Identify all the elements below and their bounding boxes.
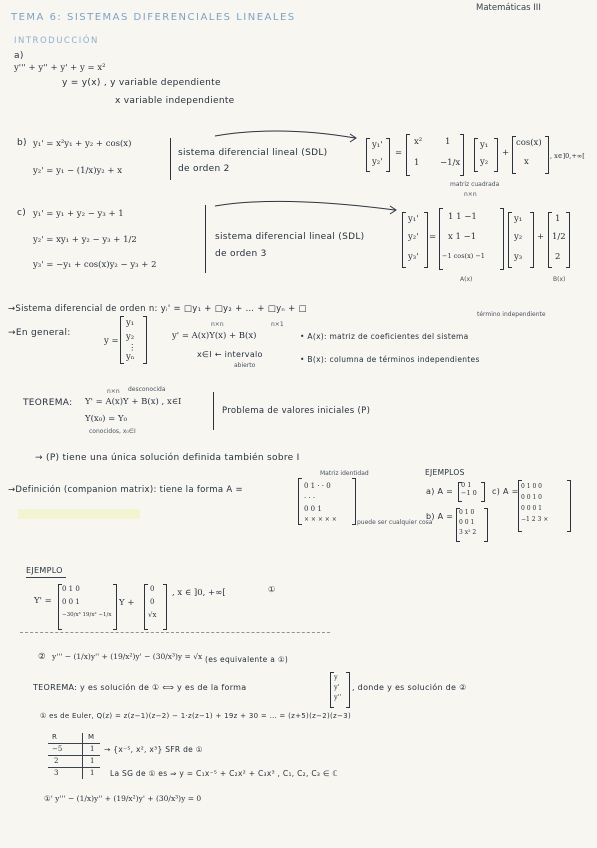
- ex-theorem: TEOREMA: y es solución de ① ⟺ y es de la forma: [33, 683, 247, 692]
- example-c: c) A =: [492, 487, 519, 496]
- item-c-eq3: y₃' = −y₁ + cos(x)y₂ − y₃ + 2: [33, 260, 157, 270]
- vec-entry: y₁': [408, 214, 419, 224]
- Ax-description: • A(x): matriz de coeficientes del sistema: [300, 332, 469, 341]
- bracket: [567, 480, 571, 532]
- vec-entry: 1/2: [552, 232, 566, 242]
- y-entry: yₙ: [126, 352, 135, 362]
- item-b-desc2: de orden 2: [178, 164, 230, 174]
- brace: [213, 392, 214, 430]
- interval-note: x∈I ← intervalo: [197, 350, 263, 359]
- table-cell: 1: [90, 769, 95, 777]
- general-equation: y' = A(x)Y(x) + B(x): [172, 331, 257, 341]
- vec-entry: y₃': [408, 252, 419, 262]
- ex-bvec-entry: 0: [150, 598, 155, 606]
- equals: =: [395, 148, 403, 158]
- companion-row: 0 1 · · 0: [304, 482, 331, 490]
- example-a: a) A =: [426, 487, 454, 496]
- matrix-entry: 1: [445, 137, 451, 147]
- term-indep-label: término independiente: [477, 311, 546, 318]
- matrix-row: 1 1 −1: [448, 212, 477, 222]
- note-nxn: n×n: [464, 191, 477, 198]
- ex-equiv: (es equivalente a ①): [205, 655, 289, 664]
- vec-entry: y₂': [408, 232, 419, 242]
- bracket: [144, 584, 148, 630]
- bracket: [500, 208, 504, 270]
- bracket: [386, 138, 390, 172]
- item-c-label: c): [17, 208, 27, 218]
- underline: [26, 577, 66, 578]
- general-system: →Sistema diferencial de orden n: yᵢ' = □y₁ + □y₂ + … + □yₙ + □: [8, 304, 307, 314]
- item-a-independent: x variable independiente: [115, 96, 235, 106]
- theorem-cond: conocidos, x₀∈I: [89, 428, 136, 435]
- highlight-mark: [18, 509, 140, 519]
- theorem-result: → (P) tiene una única solución definida también sobre I: [35, 453, 300, 463]
- vec-entry: x: [524, 157, 529, 167]
- ex-solution: La SG de ① es ⇒ y = C₁x⁻⁵ + C₂x² + C₃x³ , C₁, C₂, C₃ ∈ ℂ: [110, 769, 338, 778]
- ex-euler: ① es de Euler, Q(z) = z(z−1)(z−2) − 1·z(z−1) + 19z + 30 = … = (z+5)(z−2)(z−3): [40, 712, 351, 720]
- companion-note: [357, 519, 432, 526]
- plus: +: [502, 148, 510, 158]
- bracket: [439, 208, 443, 270]
- bracket: [346, 672, 350, 708]
- table-line: [48, 755, 100, 756]
- vec-entry: y₁: [480, 140, 489, 150]
- ex-domain: , x ∈ ]0, +∞[: [172, 588, 226, 598]
- ex-bvec-entry: √x: [148, 611, 157, 619]
- vec-entry: y₂: [514, 232, 523, 242]
- ex-matrix-row: 0 1 0: [62, 585, 80, 593]
- divider: [20, 632, 330, 633]
- bracket: [424, 212, 428, 268]
- item-b-eq2: y₂' = y₁ − (1/x)y₂ + x: [33, 166, 123, 176]
- dim-nxn: n×n: [211, 321, 224, 328]
- companion-note-text: puede ser cualquier cosa: [357, 519, 433, 526]
- table-cell: 2: [54, 757, 59, 765]
- vec-entry: cos(x): [516, 138, 542, 148]
- theorem-eq2: Y(x₀) = Y₀: [85, 414, 127, 424]
- section-title: INTRODUCCIÓN: [14, 36, 99, 46]
- y-entry: y₁: [126, 318, 135, 328]
- bracket: [474, 138, 478, 172]
- page-title: TEMA 6: SISTEMAS DIFERENCIALES LINEALES: [11, 12, 296, 23]
- bracket: [406, 134, 410, 176]
- bracket: [352, 478, 356, 525]
- bracket: [508, 212, 512, 268]
- companion-row: 0 0 1: [304, 505, 322, 513]
- ex-a-matrix: 0 1 −1 0: [461, 481, 477, 497]
- item-b-eq1: y₁' = x²y₁ + y₂ + cos(x): [33, 139, 132, 149]
- circle-two: ②: [38, 652, 46, 662]
- bracket: [460, 134, 464, 176]
- item-c-eq1: y₁' = y₁ + y₂ − y₃ + 1: [33, 209, 124, 219]
- matrix-entry: 1: [414, 158, 420, 168]
- item-a-dependent: y = y(x) , y variable dependiente: [62, 78, 221, 88]
- vec-entry: 1: [555, 214, 561, 224]
- matrix-entry: x²: [414, 137, 423, 147]
- ex-bvec-entry: 0: [150, 585, 155, 593]
- brace: [205, 205, 206, 273]
- ex-homogeneous: ①' y''' − (1/x)y'' + (19/x²)y' + (30/x³)y = 0: [44, 794, 202, 803]
- item-b-desc1: sistema diferencial lineal (SDL): [178, 148, 328, 158]
- table-cell: 1: [90, 745, 95, 753]
- bracket: [298, 478, 302, 525]
- item-b-label: b): [17, 138, 27, 148]
- bracket: [494, 138, 498, 172]
- item-a-label: a): [14, 51, 24, 61]
- bracket: [484, 508, 488, 542]
- bracket: [366, 138, 370, 172]
- theorem-label: TEOREMA:: [23, 398, 73, 408]
- Bx-description: • B(x): columna de términos independientes: [300, 355, 480, 364]
- table-cell: 1: [90, 757, 95, 765]
- table-vline: [82, 733, 83, 779]
- item-c-desc2: de orden 3: [215, 249, 267, 259]
- bracket: [143, 316, 147, 364]
- table-head-r: R: [52, 733, 58, 741]
- ex-matrix-row: 0 0 1: [62, 598, 80, 606]
- bracket: [530, 212, 534, 268]
- identity-label: Matriz identidad: [320, 470, 369, 477]
- dim-nx1: n×1: [271, 321, 284, 328]
- domain-cond: , x∈]0,+∞[: [550, 152, 585, 160]
- ex-sfr: → {x⁻⁵, x², x³} SFR de ①: [104, 745, 203, 754]
- matrix-row: −1 cos(x) −1: [442, 252, 485, 260]
- examples-label: EJEMPLOS: [425, 468, 465, 477]
- label-Bx: B(x): [553, 276, 566, 283]
- table-line: [48, 743, 100, 744]
- ex-matrix-row: −30/x³ 19/x² −1/x: [62, 612, 112, 618]
- bracket: [163, 584, 167, 630]
- bracket: [566, 212, 570, 268]
- bracket: [113, 584, 117, 630]
- example-label: EJEMPLO: [26, 566, 63, 575]
- note-square: matriz cuadrada: [450, 181, 500, 188]
- companion-def: →Definición (companion matrix): tiene la forma A =: [8, 485, 243, 495]
- table-cell: 3: [54, 769, 59, 777]
- vec-entry: y₁: [514, 214, 523, 224]
- general-label: →En general:: [8, 328, 71, 338]
- label-Ax: A(x): [460, 276, 473, 283]
- y-lhs: y =: [104, 336, 119, 346]
- matrix-row: x 1 −1: [448, 232, 477, 242]
- item-c-eq2: y₂' = xy₁ + y₂ − y₃ + 1/2: [33, 235, 137, 245]
- table-head-m: M: [88, 733, 95, 741]
- ex-theorem-end: , donde y es solución de ②: [352, 683, 467, 692]
- yprime: Y' =: [34, 596, 52, 606]
- course-name: Matemáticas III: [476, 3, 541, 13]
- companion-row: · · ·: [304, 494, 316, 502]
- ivp-label: Problema de valores iniciales (P): [222, 406, 371, 416]
- vec-entry: 2: [555, 252, 561, 262]
- ex-c-matrix: 0 1 0 0 0 0 1 0 0 0 0 1 −1 2 3 ×: [521, 483, 549, 523]
- circle-one: ①: [268, 585, 276, 594]
- plus: +: [537, 232, 545, 242]
- item-c-desc1: sistema diferencial lineal (SDL): [215, 232, 365, 242]
- interval-open: abierto: [234, 362, 256, 369]
- dim-nxn: n×n: [107, 388, 120, 395]
- table-line: [48, 767, 100, 768]
- y-entry: y₂: [126, 332, 135, 342]
- unknown-label: desconocida: [128, 386, 166, 393]
- example-b: b) A =: [426, 512, 454, 521]
- y-entry: ⋮: [128, 343, 137, 353]
- bracket: [402, 212, 406, 268]
- ex-theorem-vec: y y' y'': [334, 673, 342, 701]
- vec-entry: y₁': [372, 140, 383, 150]
- bracket: [545, 136, 549, 174]
- item-a-equation: y''' + y'' + y' + y = x²: [14, 63, 106, 73]
- vec-entry: y₃: [514, 252, 523, 262]
- y-times: Y +: [119, 598, 135, 608]
- equals: =: [429, 232, 437, 242]
- theorem-eq1: Y' = A(x)Y + B(x) , x∈I: [85, 397, 182, 407]
- ex-eq2: y''' − (1/x)y'' + (19/x²)y' − (30/x³)y = √x: [52, 652, 203, 661]
- vec-entry: y₂: [480, 157, 489, 167]
- table-cell: −5: [52, 745, 63, 753]
- ex-b-matrix: 0 1 0 0 0 1 3 x² 2: [459, 509, 477, 536]
- companion-row: × × × × ×: [304, 516, 337, 523]
- bracket: [120, 316, 124, 364]
- bracket: [481, 482, 485, 502]
- vec-entry: y₂': [372, 157, 383, 167]
- matrix-entry: −1/x: [440, 158, 461, 168]
